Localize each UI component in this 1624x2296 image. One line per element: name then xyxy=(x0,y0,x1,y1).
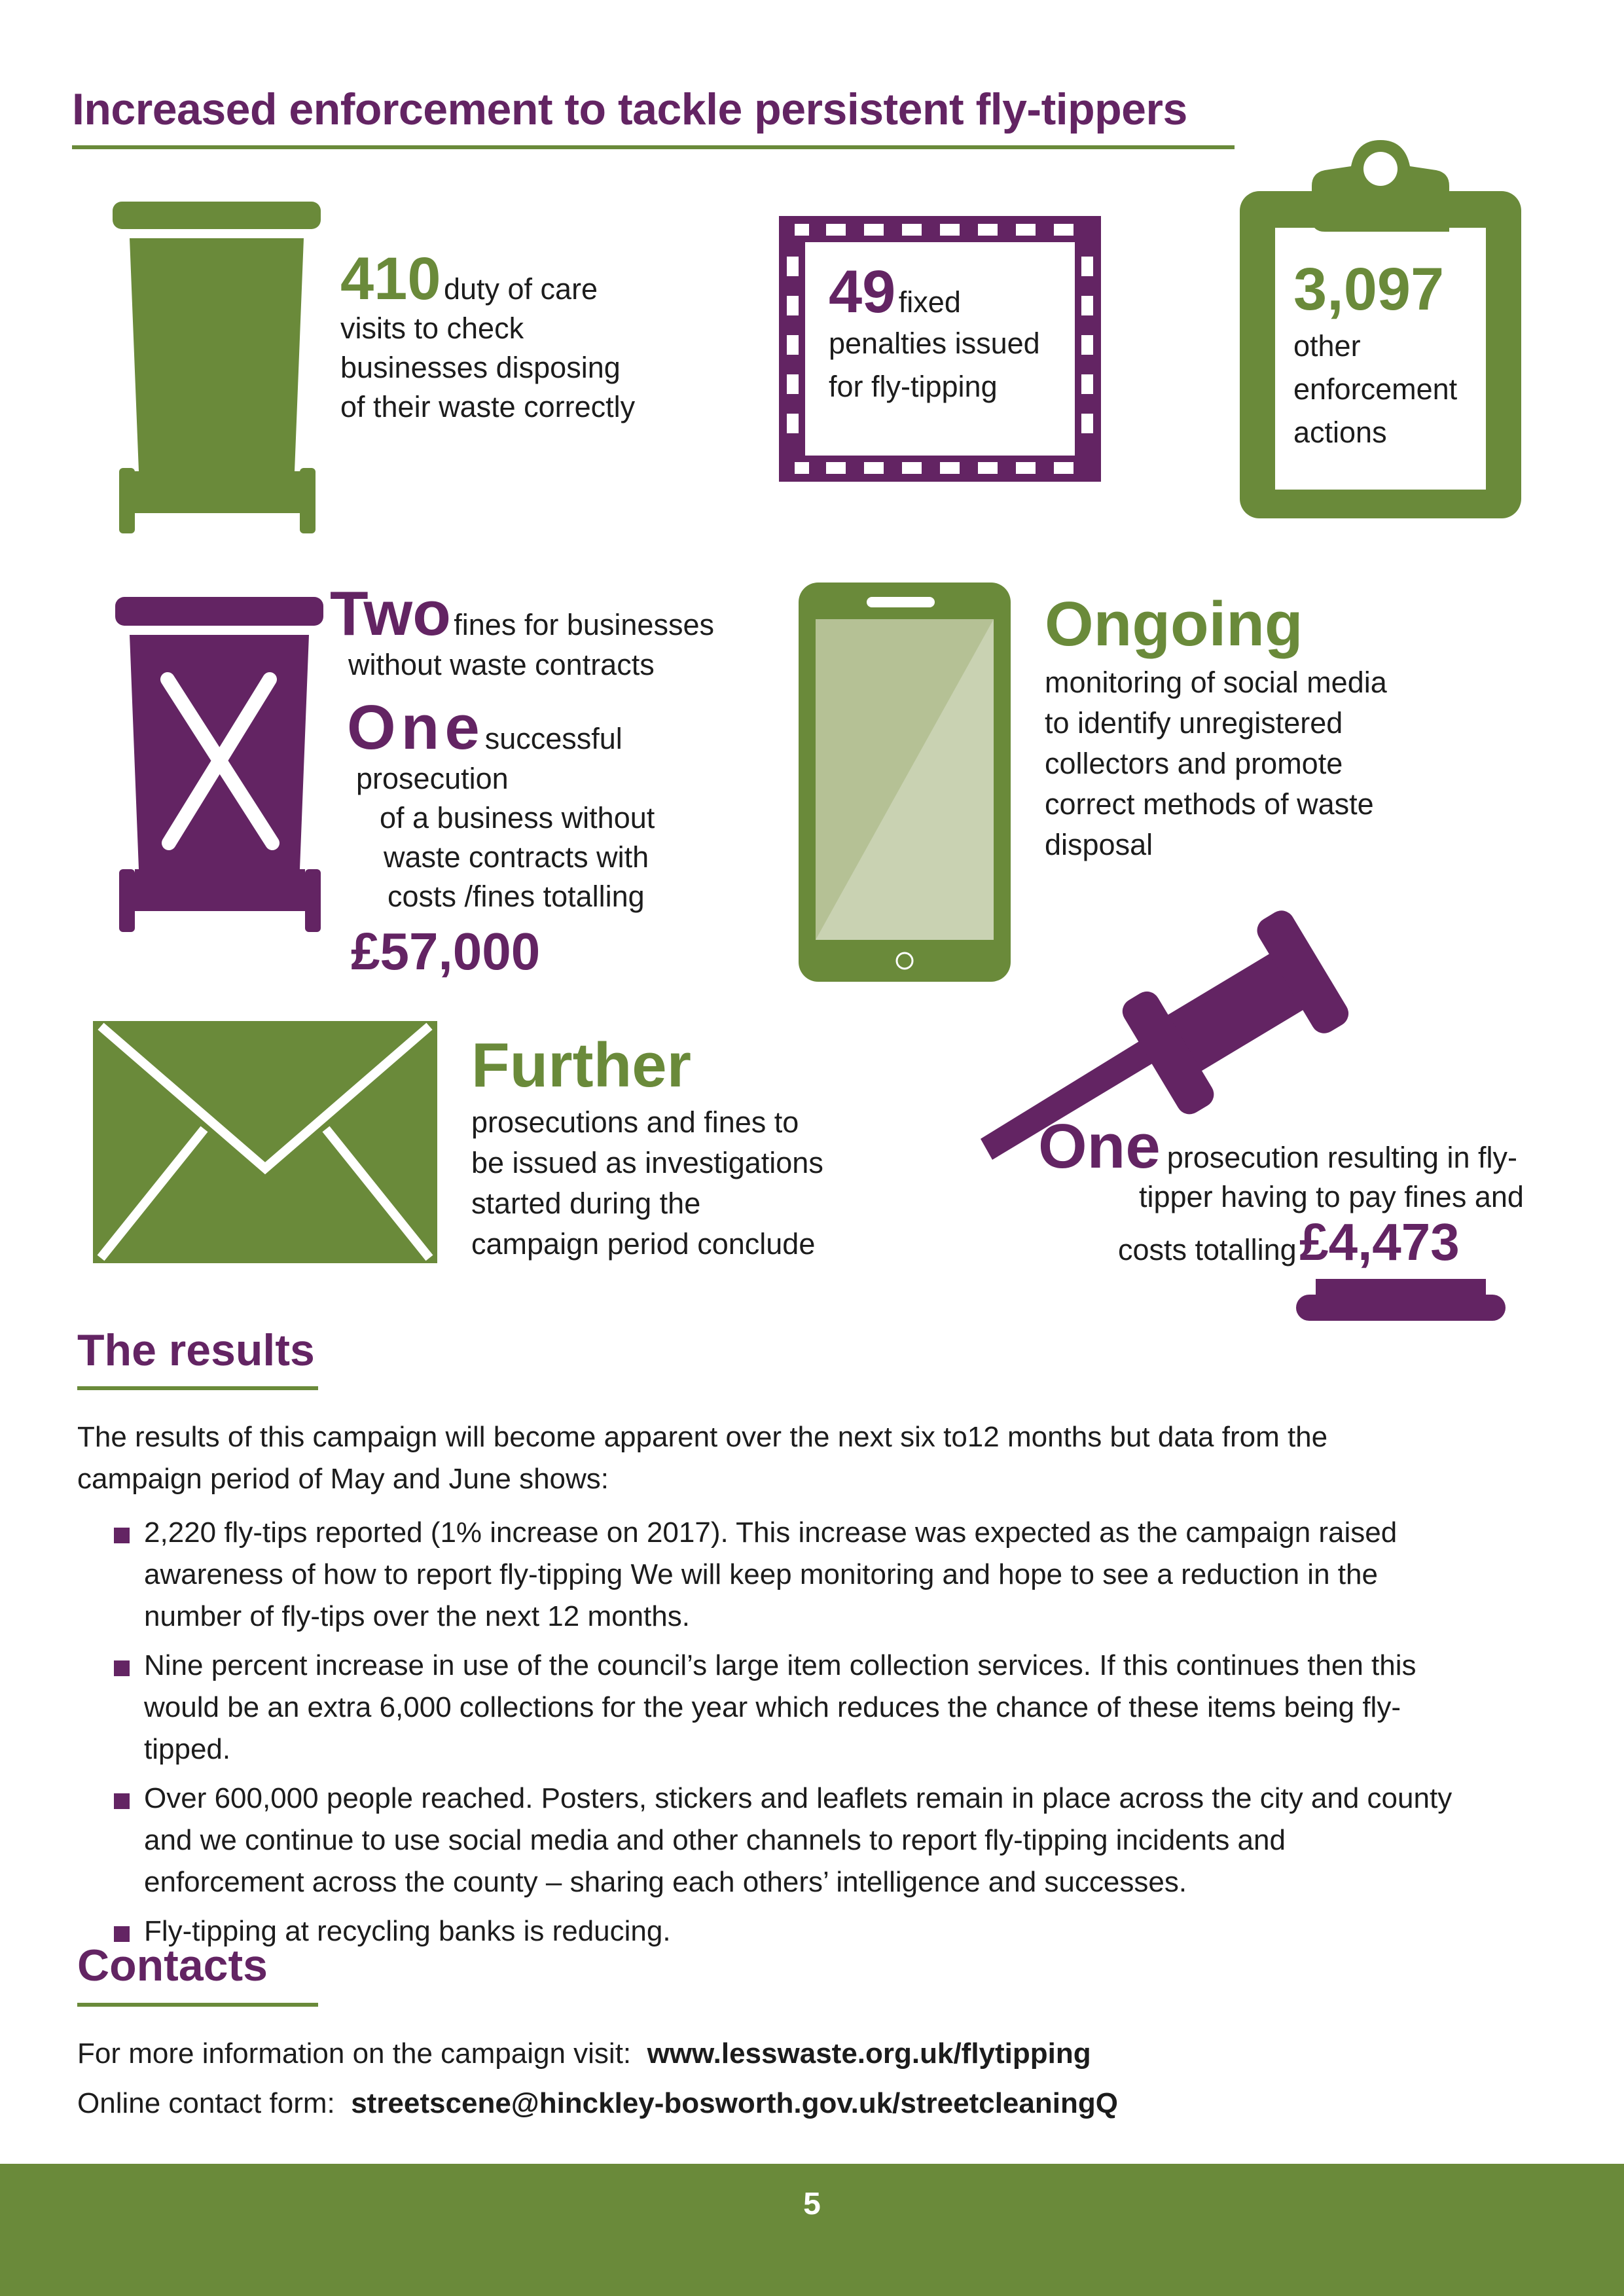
list-item-line: and we continue to use social media and other channels to report fly-tipping incidents and xyxy=(144,1824,1286,1856)
gavel-base-icon xyxy=(1296,1276,1506,1322)
further-line: campaign period conclude xyxy=(471,1227,816,1261)
ongoing-line: to identify unregistered xyxy=(1045,706,1343,740)
envelope-icon xyxy=(93,1021,437,1263)
visits-stat xyxy=(340,245,707,427)
ongoing-heading: Ongoing xyxy=(1045,589,1303,659)
results-list xyxy=(77,1512,1583,1960)
prosecution-lead: successful xyxy=(484,722,623,755)
ongoing-line: disposal xyxy=(1045,828,1153,861)
ongoing-stat xyxy=(1045,589,1464,865)
penalties-stat xyxy=(829,259,1077,408)
results-intro-line: The results of this campaign will become apparent over the next six to12 months but data from the xyxy=(77,1421,1328,1453)
gavel-line: costs totalling xyxy=(1118,1233,1297,1266)
list-item-line: awareness of how to report fly-tipping We will keep monitoring and hope to see a reduction in the xyxy=(144,1558,1378,1590)
contact-form-link[interactable]: streetscene@hinckley-bosworth.gov.uk/streetcleaningQ xyxy=(351,2087,1118,2119)
results-intro-line: campaign period of May and June shows: xyxy=(77,1463,609,1495)
ongoing-line: collectors and promote xyxy=(1045,747,1343,780)
ongoing-line: monitoring of social media xyxy=(1045,666,1387,699)
visits-lead: duty of care xyxy=(443,272,598,306)
other-line: enforcement xyxy=(1293,372,1458,406)
prosecution-stat xyxy=(347,692,740,980)
further-line: be issued as investigations xyxy=(471,1146,823,1179)
footer-bar xyxy=(0,2164,1624,2296)
list-item-line: tipped. xyxy=(144,1733,231,1765)
gavel-number: One xyxy=(1038,1111,1161,1181)
further-line: prosecutions and fines to xyxy=(471,1105,799,1139)
results-heading: The results xyxy=(77,1325,315,1375)
visits-line: businesses disposing xyxy=(340,351,621,384)
other-actions-stat xyxy=(1293,256,1490,454)
gavel-lead: prosecution resulting in fly- xyxy=(1166,1141,1517,1174)
contact-label: For more information on the campaign visit: xyxy=(77,2037,632,2070)
ongoing-line: correct methods of waste xyxy=(1045,787,1374,821)
campaign-link[interactable]: www.lesswaste.org.uk/flytipping xyxy=(647,2037,1091,2070)
prosecution-amount: £57,000 xyxy=(351,922,541,980)
list-item-line: enforcement across the county – sharing each others’ intelligence and successes. xyxy=(144,1866,1187,1898)
list-item-line: Nine percent increase in use of the council’s large item collection services. If this continues then this xyxy=(144,1649,1416,1681)
fines-stat xyxy=(330,579,775,685)
list-item-line: 2,220 fly-tips reported (1% increase on 2017). This increase was expected as the campaign raised xyxy=(144,1516,1398,1549)
other-number: 3,097 xyxy=(1293,256,1445,323)
fines-lead: fines for businesses xyxy=(454,608,714,641)
list-item-line: Over 600,000 people reached. Posters, stickers and leaflets remain in place across the city and county xyxy=(144,1782,1453,1814)
penalties-number: 49 xyxy=(829,259,896,325)
prosecution-line: costs /fines totalling xyxy=(388,880,645,913)
penalties-line: penalties issued xyxy=(829,327,1040,360)
page-number: 5 xyxy=(803,2187,821,2221)
list-item xyxy=(77,1645,1583,1770)
list-item xyxy=(77,1512,1583,1638)
wheelie-bin-icon xyxy=(110,196,326,537)
list-item xyxy=(77,1910,1583,1952)
visits-line: visits to check xyxy=(340,312,524,345)
bullet-square-icon xyxy=(114,1793,130,1809)
visits-line: of their waste correctly xyxy=(340,390,636,423)
bullet-square-icon xyxy=(114,1528,130,1543)
other-line: actions xyxy=(1293,416,1387,449)
page-title: Increased enforcement to tackle persistent fly-tippers xyxy=(72,84,1187,134)
list-item-line: Fly-tipping at recycling banks is reducing. xyxy=(144,1915,671,1947)
further-line: started during the xyxy=(471,1187,701,1220)
results-intro xyxy=(77,1416,1570,1500)
contacts-block xyxy=(77,2029,1570,2128)
contact-label: Online contact form: xyxy=(77,2087,335,2119)
further-stat xyxy=(471,1030,890,1265)
crossed-bin-icon xyxy=(115,594,325,935)
penalties-line: for fly-tipping xyxy=(829,370,998,403)
further-heading: Further xyxy=(471,1030,691,1100)
fines-line: without waste contracts xyxy=(348,648,655,681)
list-item-line: number of fly-tips over the next 12 months. xyxy=(144,1600,690,1632)
gavel-stat xyxy=(1038,1111,1549,1271)
list-item xyxy=(77,1778,1583,1903)
penalties-lead: fixed xyxy=(898,285,961,319)
list-item-line: would be an extra 6,000 collections for the year which reduces the chance of these items being fly- xyxy=(144,1691,1401,1723)
visits-number: 410 xyxy=(340,245,441,312)
fines-number: Two xyxy=(330,579,451,649)
gavel-amount: £4,473 xyxy=(1299,1213,1460,1271)
gavel-line: tipper having to pay fines and xyxy=(1139,1180,1524,1213)
prosecution-line: waste contracts with xyxy=(384,840,649,874)
prosecution-number: One xyxy=(347,692,485,762)
bullet-square-icon xyxy=(114,1660,130,1676)
contacts-underline xyxy=(77,2003,318,2007)
other-line: other xyxy=(1293,329,1361,363)
results-underline xyxy=(77,1386,318,1390)
title-underline xyxy=(72,145,1235,149)
prosecution-line: prosecution xyxy=(356,762,509,795)
prosecution-line: of a business without xyxy=(380,801,655,834)
contacts-heading: Contacts xyxy=(77,1941,268,1990)
